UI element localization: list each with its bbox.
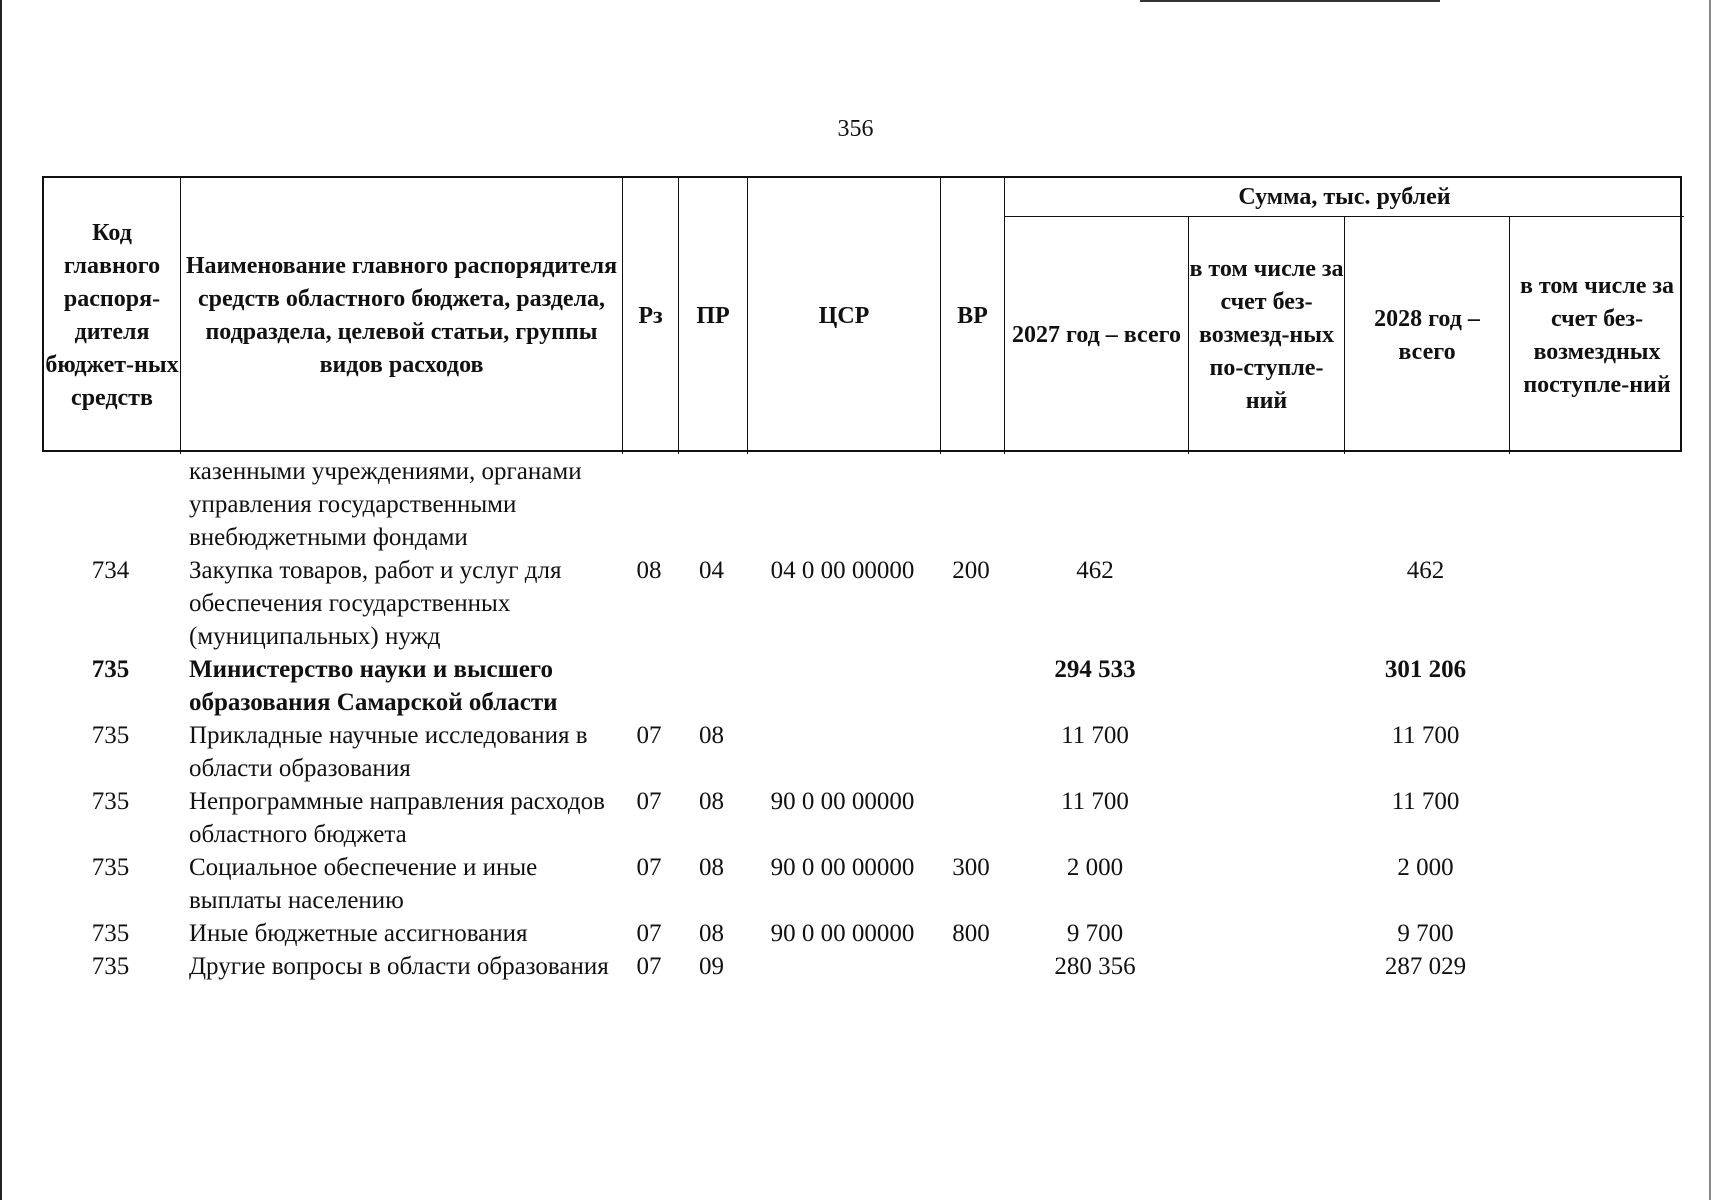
header-vr: ВР — [941, 178, 1005, 454]
cell-pr: 09 — [699, 953, 724, 980]
cell-name: казенными учреждениями, органами управления государственными внебюджетными фондами — [189, 458, 582, 551]
cell-2027-total — [1003, 455, 1187, 554]
cell-code: 734 — [91, 557, 130, 584]
cell-csr: 90 0 00 00000 — [770, 854, 915, 881]
header-name: Наименование главного распорядителя средств областного бюджета, раздела, подраздела, целевой статьи, группы видов расходов — [181, 178, 623, 454]
table-row — [42, 455, 1682, 554]
cell-2027-free — [1187, 785, 1343, 851]
cell-code: 735 — [91, 854, 130, 881]
cell-vr — [939, 719, 1003, 785]
cell-name: Иные бюджетные ассигнования — [189, 920, 528, 947]
cell-2028-total: 462 — [1406, 557, 1445, 584]
cell-2027-free — [1187, 950, 1343, 983]
table-row — [42, 719, 1682, 785]
cell-2028-free — [1508, 917, 1682, 950]
cell-csr — [746, 719, 939, 785]
cell-code: 735 — [91, 953, 130, 980]
cell-vr — [939, 653, 1003, 719]
cell-2028-total: 9 700 — [1397, 920, 1454, 947]
cell-name: Другие вопросы в области образования — [189, 953, 609, 980]
cell-2027-free — [1187, 917, 1343, 950]
table-body — [42, 455, 1682, 983]
cell-vr: 300 — [952, 854, 990, 881]
cell-rz: 07 — [636, 788, 662, 815]
cell-2027-free — [1187, 554, 1343, 653]
cell-2028-total: 301 206 — [1384, 656, 1467, 683]
header-sum: Сумма, тыс. рублей — [1005, 178, 1684, 217]
cell-code: 735 — [91, 722, 130, 749]
table-row — [42, 653, 1682, 719]
table-row — [42, 950, 1682, 983]
cell-pr: 08 — [699, 854, 724, 881]
cell-2028-total: 2 000 — [1397, 854, 1454, 881]
cell-name: Закупка товаров, работ и услуг для обеспечения государственных (муниципальных) нужд — [189, 557, 562, 650]
cell-2027-total: 11 700 — [1061, 722, 1129, 749]
cell-pr — [677, 653, 746, 719]
cell-2027-total: 2 000 — [1066, 854, 1124, 881]
cell-csr: 90 0 00 00000 — [770, 788, 915, 815]
cell-rz: 07 — [636, 722, 662, 749]
cell-code: 735 — [91, 788, 130, 815]
cell-2028-total: 11 700 — [1391, 788, 1460, 815]
cell-2027-free — [1187, 719, 1343, 785]
cell-rz: 08 — [636, 557, 662, 584]
scan-top-rule — [1140, 0, 1440, 2]
cell-2028-total: 287 029 — [1384, 953, 1467, 980]
header-csr: ЦСР — [748, 178, 941, 454]
table-row — [42, 554, 1682, 653]
cell-vr — [939, 785, 1003, 851]
scan-edge-left — [0, 0, 2, 1200]
cell-vr: 200 — [952, 557, 990, 584]
cell-name: Социальное обеспечение и иные выплаты населению — [189, 854, 538, 914]
header-rz: Рз — [623, 178, 679, 454]
cell-pr: 08 — [699, 920, 724, 947]
cell-2028-total — [1343, 455, 1508, 554]
cell-2027-total: 280 356 — [1054, 953, 1136, 980]
cell-2028-free — [1508, 653, 1682, 719]
cell-code — [42, 455, 179, 554]
cell-2027-free — [1187, 851, 1343, 917]
cell-code: 735 — [91, 920, 130, 947]
cell-2027-total: 462 — [1076, 557, 1114, 584]
cell-rz: 07 — [636, 953, 662, 980]
table-row — [42, 917, 1682, 950]
cell-2027-total: 294 533 — [1054, 656, 1136, 683]
cell-vr — [939, 950, 1003, 983]
table-row — [42, 785, 1682, 851]
header-2027-free: в том числе за счет без-возмезд-ных по-ступле-ний — [1189, 217, 1345, 454]
cell-2027-free — [1187, 653, 1343, 719]
cell-rz: 07 — [636, 920, 662, 947]
cell-name: Прикладные научные исследования в области образования — [189, 722, 588, 782]
cell-name: Министерство науки и высшего образования Самарской области — [189, 656, 558, 716]
cell-2028-free — [1508, 554, 1682, 653]
header-2027-total: 2027 год – всего — [1005, 217, 1189, 454]
header-2028-total: 2028 год – всего — [1345, 217, 1510, 454]
cell-2027-free — [1187, 455, 1343, 554]
cell-pr: 04 — [699, 557, 724, 584]
cell-2028-free — [1508, 785, 1682, 851]
header-pr: ПР — [679, 178, 748, 454]
cell-2028-free — [1508, 950, 1682, 983]
cell-2028-free — [1508, 719, 1682, 785]
cell-2027-total: 11 700 — [1061, 788, 1129, 815]
header-2028-free: в том числе за счет без-возмездных поступле-ний — [1519, 272, 1675, 398]
cell-csr — [746, 950, 939, 983]
cell-2028-total: 11 700 — [1391, 722, 1460, 749]
cell-pr: 08 — [699, 788, 724, 815]
cell-code: 735 — [91, 656, 130, 683]
table-row — [42, 851, 1682, 917]
cell-rz — [621, 455, 677, 554]
cell-csr: 04 0 00 00000 — [770, 557, 915, 584]
cell-pr — [677, 455, 746, 554]
table-header — [42, 176, 1682, 452]
cell-2027-total: 9 700 — [1066, 920, 1124, 947]
cell-csr — [746, 653, 939, 719]
cell-rz: 07 — [636, 854, 662, 881]
cell-vr — [939, 455, 1003, 554]
header-code: Код главного распоря-дителя бюджет-ных средств — [44, 178, 181, 454]
cell-2028-free — [1508, 455, 1682, 554]
cell-rz — [621, 653, 677, 719]
page-number: 356 — [837, 116, 874, 142]
cell-2028-free — [1508, 851, 1682, 917]
cell-pr: 08 — [699, 722, 724, 749]
cell-csr — [746, 455, 939, 554]
cell-name: Непрограммные направления расходов областного бюджета — [189, 788, 605, 848]
cell-csr: 90 0 00 00000 — [770, 920, 915, 947]
cell-vr: 800 — [952, 920, 990, 947]
